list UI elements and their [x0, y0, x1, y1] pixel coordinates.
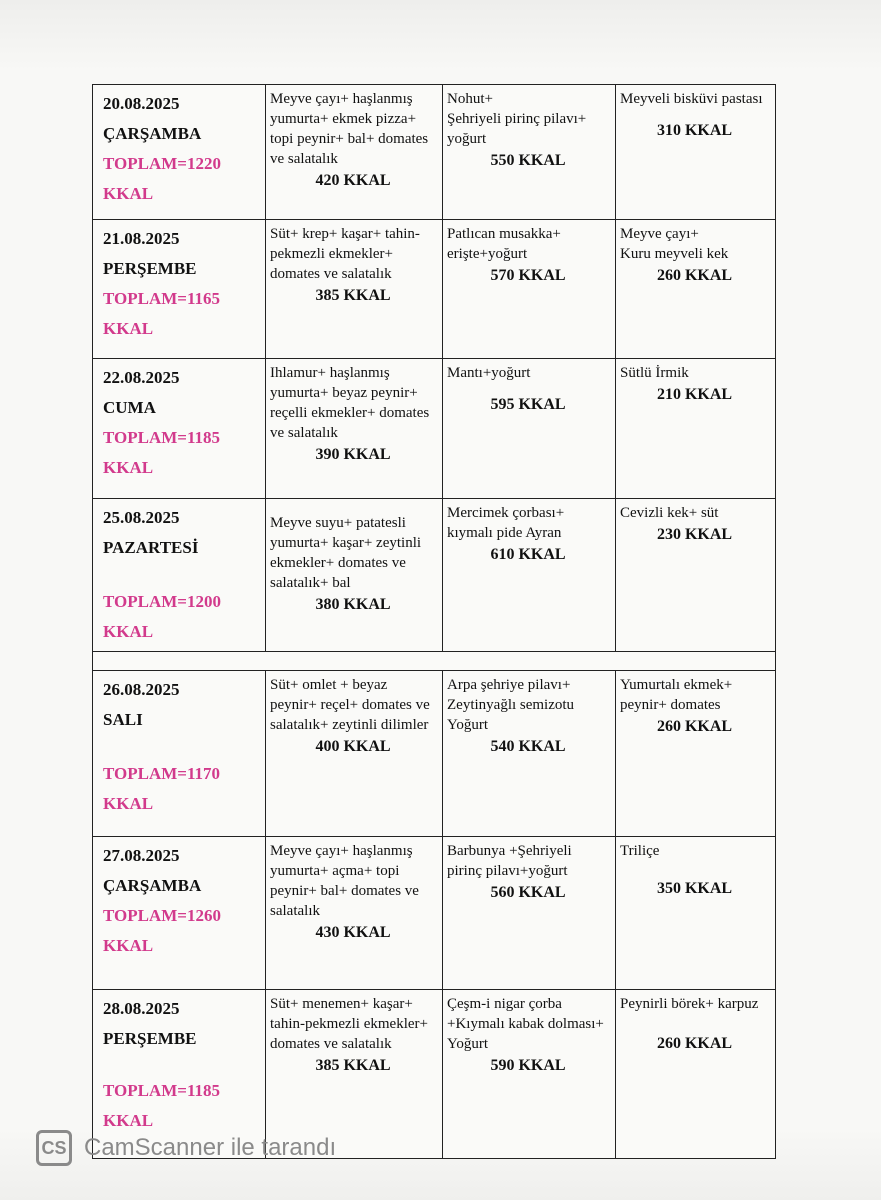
breakfast-kcal: 385 KKAL [315, 287, 391, 304]
breakfast-items: Meyve çayı+ haşlanmış yumurta+ ekmek pizza+ topi peynir+ bal+ domates ve salatalık [270, 91, 429, 167]
date: 27.08.2025 [103, 846, 180, 865]
daily-total: TOPLAM=1170 [103, 764, 221, 783]
lunch-cell [442, 990, 615, 1158]
lunch-items: Barbunya +Şehriyeli pirinç pilavı+yoğurt [447, 843, 572, 879]
snack-cell [615, 85, 775, 219]
weekday: PERŞEMBE [103, 1029, 197, 1048]
meal-plan-table [92, 84, 776, 1159]
breakfast-kcal: 430 KKAL [315, 924, 391, 941]
breakfast-items: Meyve çayı+ haşlanmış yumurta+ açma+ topi peynir+ bal+ domates ve salatalık [270, 843, 419, 919]
daily-total-unit: KKAL [103, 622, 154, 641]
breakfast-items: Süt+ krep+ kaşar+ tahin-pekmezli ekmekler+ domates ve salatalık [270, 226, 420, 282]
breakfast-kcal: 385 KKAL [315, 1057, 391, 1074]
snack-cell [615, 359, 775, 498]
date: 25.08.2025 [103, 508, 180, 527]
breakfast-items: Ihlamur+ haşlanmış yumurta+ beyaz peynir+ reçelli ekmekler+ domates ve salatalık [270, 365, 430, 441]
daily-total: TOPLAM=1185 [103, 428, 221, 447]
lunch-cell [442, 220, 615, 358]
day-cell [93, 220, 265, 358]
breakfast-cell [265, 220, 442, 358]
lunch-items: Mantı+yoğurt [447, 365, 531, 381]
lunch-items: Çeşm-i nigar çorba +Kıymalı kabak dolması+ Yoğurt [447, 996, 604, 1052]
weekday: PERŞEMBE [103, 259, 197, 278]
snack-kcal: 260 KKAL [656, 718, 733, 735]
table-row [93, 85, 775, 219]
camscanner-logo-icon: CS [36, 1130, 72, 1166]
lunch-items: Mercimek çorbası+ kıymalı pide Ayran [447, 505, 565, 541]
day-cell [93, 671, 265, 836]
breakfast-kcal: 400 KKAL [315, 738, 391, 755]
lunch-cell [442, 837, 615, 989]
lunch-kcal: 550 KKAL [490, 152, 566, 169]
snack-cell [615, 671, 775, 836]
day-cell [93, 499, 265, 651]
snack-items: Cevizli kek+ süt [620, 505, 719, 521]
daily-total-unit: KKAL [103, 936, 154, 955]
snack-kcal: 210 KKAL [656, 386, 733, 403]
lunch-kcal: 590 KKAL [490, 1057, 566, 1074]
snack-items: Yumurtalı ekmek+ peynir+ domates [620, 677, 733, 713]
breakfast-cell [265, 359, 442, 498]
snack-items: Meyve çayı+ Kuru meyveli kek [620, 226, 729, 262]
lunch-kcal: 570 KKAL [490, 267, 566, 284]
snack-cell [615, 837, 775, 989]
breakfast-kcal: 390 KKAL [315, 446, 391, 463]
snack-items: Meyveli bisküvi pastası [620, 91, 763, 107]
daily-total-unit: KKAL [103, 794, 154, 813]
day-cell [93, 837, 265, 989]
watermark-text: CamScanner ile tarandı [84, 1134, 337, 1161]
breakfast-cell [265, 499, 442, 651]
weekday: CUMA [103, 398, 156, 417]
lunch-kcal: 610 KKAL [490, 546, 566, 563]
snack-kcal: 260 KKAL [656, 267, 733, 284]
snack-cell [615, 220, 775, 358]
lunch-items: Nohut+ Şehriyeli pirinç pilavı+ yoğurt [447, 91, 587, 147]
day-cell [93, 85, 265, 219]
weekday: ÇARŞAMBA [103, 124, 202, 143]
snack-items: Peynirli börek+ karpuz [620, 996, 759, 1012]
daily-total: TOPLAM=1220 [103, 154, 221, 173]
snack-kcal: 260 KKAL [656, 1035, 733, 1052]
scanner-watermark [36, 1128, 336, 1168]
daily-total: TOPLAM=1260 [103, 906, 221, 925]
breakfast-cell [265, 837, 442, 989]
lunch-items: Patlıcan musakka+ erişte+yoğurt [447, 226, 561, 262]
snack-cell [615, 990, 775, 1158]
breakfast-kcal: 380 KKAL [315, 596, 391, 613]
lunch-items: Arpa şehriye pilavı+ Zeytinyağlı semizotu Yoğurt [447, 677, 575, 733]
lunch-kcal: 560 KKAL [490, 884, 566, 901]
day-cell [93, 359, 265, 498]
lunch-cell [442, 85, 615, 219]
snack-kcal: 230 KKAL [656, 526, 733, 543]
date: 21.08.2025 [103, 229, 180, 248]
breakfast-items: Meyve suyu+ patatesli yumurta+ kaşar+ zeytinli ekmekler+ domates ve salatalık+ bal [270, 515, 422, 591]
snack-kcal: 310 KKAL [656, 122, 733, 139]
lunch-cell [442, 499, 615, 651]
snack-kcal: 350 KKAL [656, 880, 733, 897]
snack-items: Triliçe [620, 843, 660, 859]
date: 26.08.2025 [103, 680, 180, 699]
row-spacer [93, 651, 775, 670]
table-row [93, 836, 775, 989]
lunch-kcal: 595 KKAL [490, 396, 566, 413]
breakfast-cell [265, 85, 442, 219]
weekday: ÇARŞAMBA [103, 876, 202, 895]
daily-total-unit: KKAL [103, 184, 154, 203]
lunch-cell [442, 359, 615, 498]
daily-total-unit: KKAL [103, 319, 154, 338]
weekday: PAZARTESİ [103, 538, 199, 557]
daily-total-unit: KKAL [103, 1111, 154, 1130]
breakfast-items: Süt+ menemen+ kaşar+ tahin-pekmezli ekmekler+ domates ve salatalık [270, 996, 428, 1052]
breakfast-cell [265, 671, 442, 836]
date: 28.08.2025 [103, 999, 180, 1018]
lunch-kcal: 540 KKAL [490, 738, 566, 755]
breakfast-kcal: 420 KKAL [315, 172, 391, 189]
date: 22.08.2025 [103, 368, 180, 387]
snack-cell [615, 499, 775, 651]
table-row [93, 498, 775, 651]
date: 20.08.2025 [103, 94, 180, 113]
table-row [93, 670, 775, 836]
daily-total: TOPLAM=1185 [103, 1081, 221, 1100]
weekday: SALI [103, 710, 143, 729]
daily-total-unit: KKAL [103, 458, 154, 477]
breakfast-items: Süt+ omlet + beyaz peynir+ reçel+ domates ve salatalık+ zeytinli dilimler [270, 677, 430, 733]
daily-total: TOPLAM=1165 [103, 289, 221, 308]
table-row [93, 358, 775, 498]
table-row [93, 219, 775, 358]
lunch-cell [442, 671, 615, 836]
snack-items: Sütlü İrmik [620, 365, 689, 381]
daily-total: TOPLAM=1200 [103, 592, 221, 611]
